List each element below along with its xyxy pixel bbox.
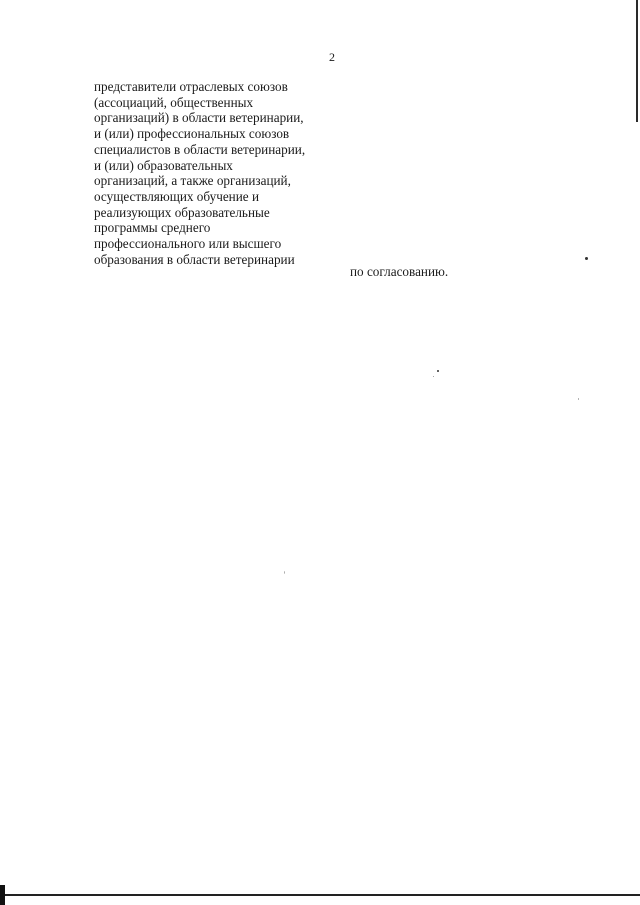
- scan-edge-line: [636, 0, 638, 122]
- text-line: организаций, а также организаций,: [94, 173, 291, 189]
- text-line: специалистов в области ветеринарии,: [94, 141, 306, 157]
- agreement-note: по согласованию.: [350, 264, 449, 279]
- scan-bottom-line: [0, 894, 640, 896]
- text-line: осуществляющих обучение и: [94, 188, 260, 204]
- member-description: [94, 79, 344, 267]
- text-line: и (или) образовательных: [94, 157, 233, 173]
- scan-speck: [585, 257, 588, 260]
- text-line: образования в области ветеринарии: [94, 251, 295, 267]
- scan-speck: [433, 376, 434, 377]
- text-line: профессионального или высшего: [94, 236, 282, 252]
- text-line: программы среднего: [94, 220, 211, 236]
- text-line: организаций) в области ветеринарии,: [94, 110, 304, 126]
- scan-speck: [578, 398, 579, 400]
- text-line: и (или) профессиональных союзов: [94, 126, 290, 142]
- text-line: представители отраслевых союзов: [94, 79, 288, 94]
- scan-speck: [437, 370, 439, 372]
- scan-speck: [284, 571, 285, 574]
- page-number: 2: [329, 50, 335, 64]
- text-line: реализующих образовательные: [94, 204, 270, 220]
- text-line: (ассоциаций, общественных: [94, 94, 254, 110]
- scan-bottom-corner: [0, 885, 5, 905]
